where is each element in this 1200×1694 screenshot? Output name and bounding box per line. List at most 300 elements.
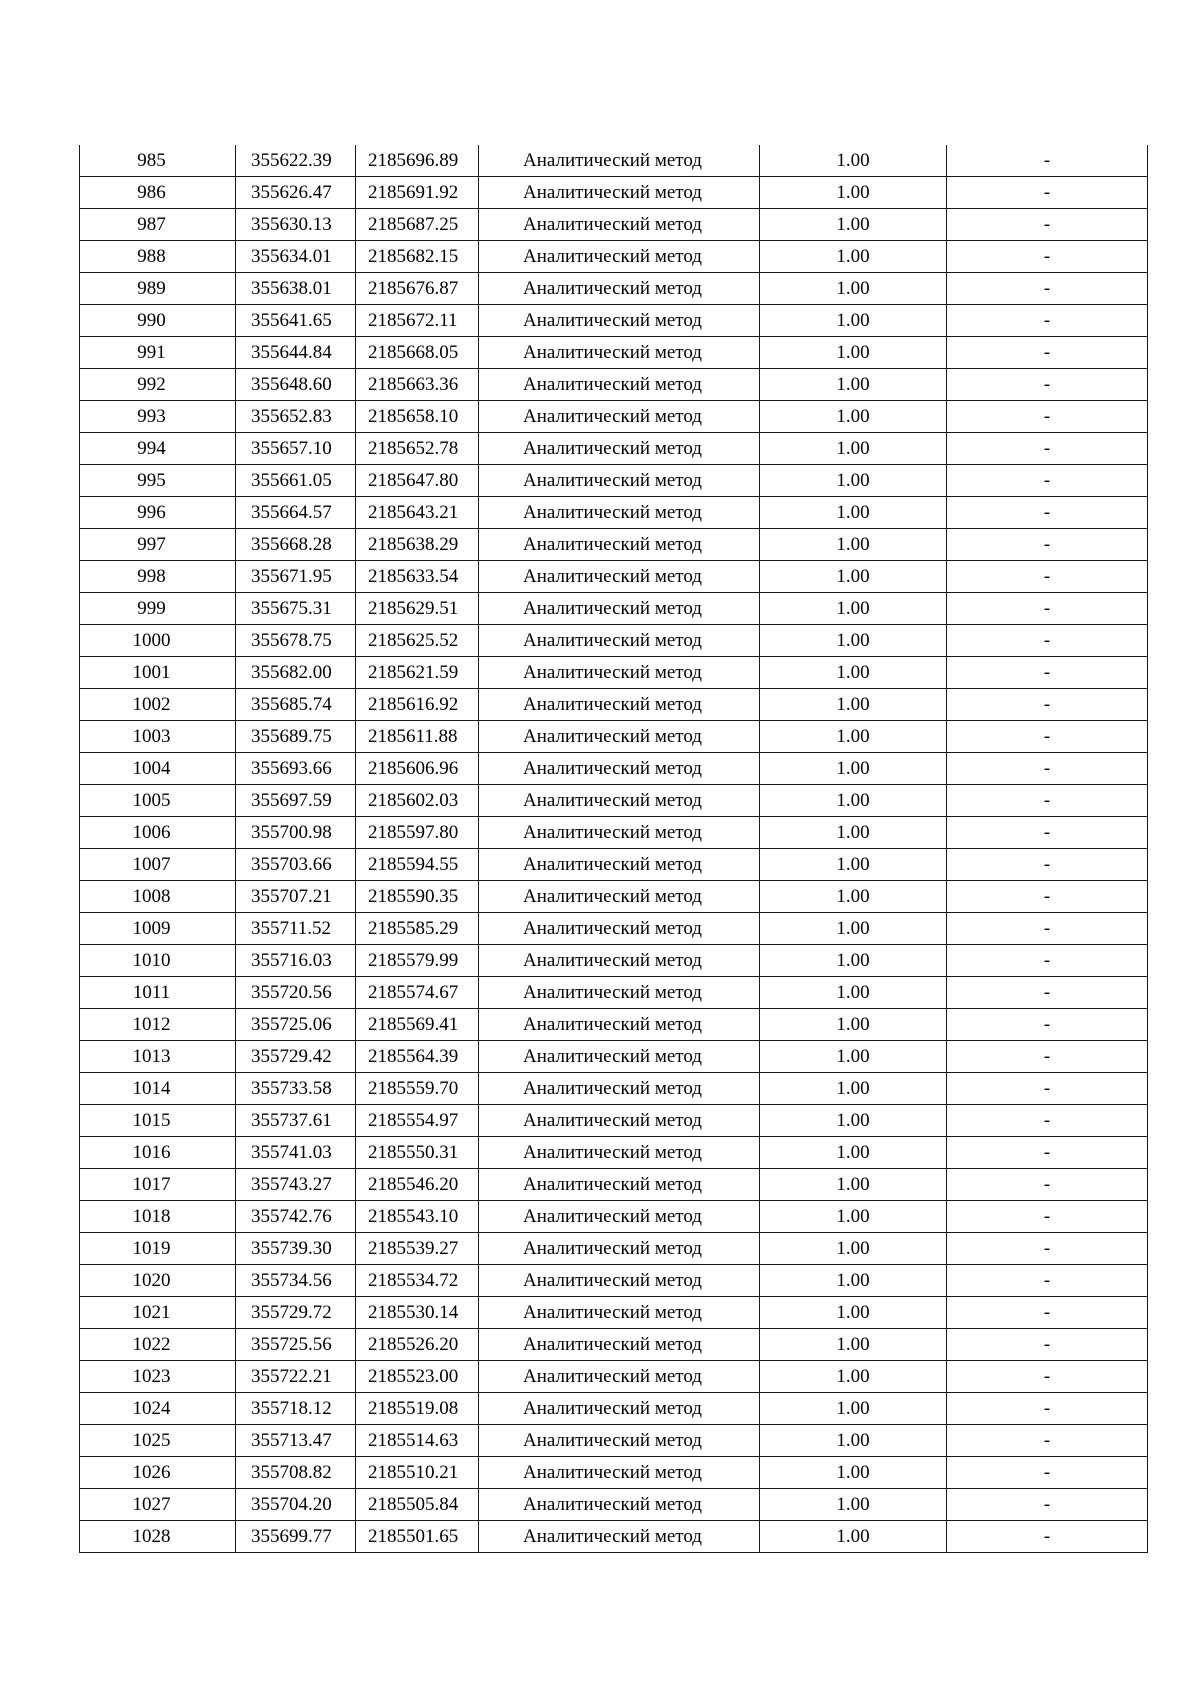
point-number-cell: 995	[80, 465, 236, 497]
accuracy-cell: 1.00	[760, 1137, 947, 1169]
point-number-cell: 985	[80, 145, 236, 177]
method-cell: Аналитический метод	[479, 1009, 760, 1041]
accuracy-cell: 1.00	[760, 721, 947, 753]
point-number-cell: 1022	[80, 1329, 236, 1361]
accuracy-cell: 1.00	[760, 849, 947, 881]
table-row	[80, 753, 1148, 785]
point-number-cell: 989	[80, 273, 236, 305]
accuracy-cell: 1.00	[760, 625, 947, 657]
table-row	[80, 1425, 1148, 1457]
accuracy-cell: 1.00	[760, 593, 947, 625]
point-number-cell: 987	[80, 209, 236, 241]
table-row	[80, 1393, 1148, 1425]
y-coordinate-cell: 2185523.00	[356, 1361, 479, 1393]
point-number-cell: 1003	[80, 721, 236, 753]
point-number-cell: 1024	[80, 1393, 236, 1425]
table-row	[80, 1041, 1148, 1073]
method-cell: Аналитический метод	[479, 273, 760, 305]
x-coordinate-cell: 355722.21	[236, 1361, 356, 1393]
note-cell: -	[947, 369, 1148, 401]
accuracy-cell: 1.00	[760, 1201, 947, 1233]
x-coordinate-cell: 355671.95	[236, 561, 356, 593]
table-row	[80, 1265, 1148, 1297]
point-number-cell: 1025	[80, 1425, 236, 1457]
method-cell: Аналитический метод	[479, 369, 760, 401]
y-coordinate-cell: 2185663.36	[356, 369, 479, 401]
point-number-cell: 1016	[80, 1137, 236, 1169]
y-coordinate-cell: 2185625.52	[356, 625, 479, 657]
accuracy-cell: 1.00	[760, 305, 947, 337]
x-coordinate-cell: 355661.05	[236, 465, 356, 497]
x-coordinate-cell: 355718.12	[236, 1393, 356, 1425]
note-cell: -	[947, 1489, 1148, 1521]
method-cell: Аналитический метод	[479, 337, 760, 369]
method-cell: Аналитический метод	[479, 1329, 760, 1361]
point-number-cell: 1018	[80, 1201, 236, 1233]
table-row	[80, 497, 1148, 529]
point-number-cell: 1017	[80, 1169, 236, 1201]
y-coordinate-cell: 2185597.80	[356, 817, 479, 849]
method-cell: Аналитический метод	[479, 209, 760, 241]
note-cell: -	[947, 657, 1148, 689]
y-coordinate-cell: 2185594.55	[356, 849, 479, 881]
y-coordinate-cell: 2185559.70	[356, 1073, 479, 1105]
table-row	[80, 1233, 1148, 1265]
table-row	[80, 1329, 1148, 1361]
table-row	[80, 1297, 1148, 1329]
y-coordinate-cell: 2185652.78	[356, 433, 479, 465]
y-coordinate-cell: 2185505.84	[356, 1489, 479, 1521]
table-row	[80, 657, 1148, 689]
point-number-cell: 1012	[80, 1009, 236, 1041]
accuracy-cell: 1.00	[760, 1105, 947, 1137]
table-row	[80, 241, 1148, 273]
method-cell: Аналитический метод	[479, 689, 760, 721]
method-cell: Аналитический метод	[479, 1489, 760, 1521]
x-coordinate-cell: 355648.60	[236, 369, 356, 401]
accuracy-cell: 1.00	[760, 1009, 947, 1041]
table-row	[80, 337, 1148, 369]
note-cell: -	[947, 849, 1148, 881]
method-cell: Аналитический метод	[479, 465, 760, 497]
x-coordinate-cell: 355741.03	[236, 1137, 356, 1169]
accuracy-cell: 1.00	[760, 977, 947, 1009]
note-cell: -	[947, 1297, 1148, 1329]
point-number-cell: 988	[80, 241, 236, 273]
note-cell: -	[947, 209, 1148, 241]
method-cell: Аналитический метод	[479, 1521, 760, 1553]
y-coordinate-cell: 2185638.29	[356, 529, 479, 561]
x-coordinate-cell: 355641.65	[236, 305, 356, 337]
note-cell: -	[947, 337, 1148, 369]
table-row	[80, 1009, 1148, 1041]
x-coordinate-cell: 355716.03	[236, 945, 356, 977]
table-row	[80, 1169, 1148, 1201]
y-coordinate-cell: 2185691.92	[356, 177, 479, 209]
accuracy-cell: 1.00	[760, 529, 947, 561]
x-coordinate-cell: 355668.28	[236, 529, 356, 561]
table-row	[80, 433, 1148, 465]
y-coordinate-cell: 2185530.14	[356, 1297, 479, 1329]
method-cell: Аналитический метод	[479, 881, 760, 913]
point-number-cell: 1027	[80, 1489, 236, 1521]
x-coordinate-cell: 355703.66	[236, 849, 356, 881]
accuracy-cell: 1.00	[760, 497, 947, 529]
accuracy-cell: 1.00	[760, 1041, 947, 1073]
method-cell: Аналитический метод	[479, 1169, 760, 1201]
accuracy-cell: 1.00	[760, 369, 947, 401]
x-coordinate-cell: 355742.76	[236, 1201, 356, 1233]
accuracy-cell: 1.00	[760, 1521, 947, 1553]
x-coordinate-cell: 355657.10	[236, 433, 356, 465]
table-row	[80, 1137, 1148, 1169]
point-number-cell: 990	[80, 305, 236, 337]
accuracy-cell: 1.00	[760, 273, 947, 305]
table-row	[80, 689, 1148, 721]
accuracy-cell: 1.00	[760, 1361, 947, 1393]
y-coordinate-cell: 2185585.29	[356, 913, 479, 945]
method-cell: Аналитический метод	[479, 1425, 760, 1457]
note-cell: -	[947, 497, 1148, 529]
coordinates-table	[79, 145, 1148, 1553]
point-number-cell: 1009	[80, 913, 236, 945]
note-cell: -	[947, 945, 1148, 977]
y-coordinate-cell: 2185550.31	[356, 1137, 479, 1169]
method-cell: Аналитический метод	[479, 1457, 760, 1489]
table-row	[80, 1457, 1148, 1489]
table-row	[80, 1105, 1148, 1137]
y-coordinate-cell: 2185564.39	[356, 1041, 479, 1073]
y-coordinate-cell: 2185668.05	[356, 337, 479, 369]
method-cell: Аналитический метод	[479, 849, 760, 881]
table-row	[80, 145, 1148, 177]
table-row	[80, 369, 1148, 401]
point-number-cell: 1011	[80, 977, 236, 1009]
method-cell: Аналитический метод	[479, 657, 760, 689]
note-cell: -	[947, 561, 1148, 593]
accuracy-cell: 1.00	[760, 209, 947, 241]
accuracy-cell: 1.00	[760, 1265, 947, 1297]
y-coordinate-cell: 2185658.10	[356, 401, 479, 433]
accuracy-cell: 1.00	[760, 401, 947, 433]
method-cell: Аналитический метод	[479, 625, 760, 657]
note-cell: -	[947, 625, 1148, 657]
x-coordinate-cell: 355697.59	[236, 785, 356, 817]
y-coordinate-cell: 2185602.03	[356, 785, 479, 817]
accuracy-cell: 1.00	[760, 1425, 947, 1457]
point-number-cell: 1019	[80, 1233, 236, 1265]
note-cell: -	[947, 529, 1148, 561]
x-coordinate-cell: 355652.83	[236, 401, 356, 433]
x-coordinate-cell: 355734.56	[236, 1265, 356, 1297]
point-number-cell: 996	[80, 497, 236, 529]
x-coordinate-cell: 355729.72	[236, 1297, 356, 1329]
accuracy-cell: 1.00	[760, 1457, 947, 1489]
x-coordinate-cell: 355700.98	[236, 817, 356, 849]
accuracy-cell: 1.00	[760, 1489, 947, 1521]
y-coordinate-cell: 2185519.08	[356, 1393, 479, 1425]
table-row	[80, 785, 1148, 817]
accuracy-cell: 1.00	[760, 241, 947, 273]
method-cell: Аналитический метод	[479, 241, 760, 273]
y-coordinate-cell: 2185647.80	[356, 465, 479, 497]
table-row	[80, 593, 1148, 625]
note-cell: -	[947, 689, 1148, 721]
y-coordinate-cell: 2185682.15	[356, 241, 479, 273]
table-row	[80, 209, 1148, 241]
point-number-cell: 986	[80, 177, 236, 209]
point-number-cell: 998	[80, 561, 236, 593]
point-number-cell: 1005	[80, 785, 236, 817]
y-coordinate-cell: 2185569.41	[356, 1009, 479, 1041]
accuracy-cell: 1.00	[760, 177, 947, 209]
accuracy-cell: 1.00	[760, 337, 947, 369]
note-cell: -	[947, 1393, 1148, 1425]
accuracy-cell: 1.00	[760, 1393, 947, 1425]
y-coordinate-cell: 2185514.63	[356, 1425, 479, 1457]
x-coordinate-cell: 355733.58	[236, 1073, 356, 1105]
method-cell: Аналитический метод	[479, 1105, 760, 1137]
accuracy-cell: 1.00	[760, 145, 947, 177]
point-number-cell: 1007	[80, 849, 236, 881]
table-row	[80, 849, 1148, 881]
x-coordinate-cell: 355644.84	[236, 337, 356, 369]
y-coordinate-cell: 2185590.35	[356, 881, 479, 913]
accuracy-cell: 1.00	[760, 1233, 947, 1265]
point-number-cell: 993	[80, 401, 236, 433]
x-coordinate-cell: 355678.75	[236, 625, 356, 657]
point-number-cell: 1014	[80, 1073, 236, 1105]
accuracy-cell: 1.00	[760, 881, 947, 913]
note-cell: -	[947, 1201, 1148, 1233]
x-coordinate-cell: 355725.06	[236, 1009, 356, 1041]
y-coordinate-cell: 2185606.96	[356, 753, 479, 785]
method-cell: Аналитический метод	[479, 721, 760, 753]
method-cell: Аналитический метод	[479, 913, 760, 945]
y-coordinate-cell: 2185543.10	[356, 1201, 479, 1233]
x-coordinate-cell: 355743.27	[236, 1169, 356, 1201]
x-coordinate-cell: 355630.13	[236, 209, 356, 241]
method-cell: Аналитический метод	[479, 817, 760, 849]
point-number-cell: 1021	[80, 1297, 236, 1329]
y-coordinate-cell: 2185539.27	[356, 1233, 479, 1265]
note-cell: -	[947, 1041, 1148, 1073]
note-cell: -	[947, 1233, 1148, 1265]
x-coordinate-cell: 355689.75	[236, 721, 356, 753]
accuracy-cell: 1.00	[760, 561, 947, 593]
y-coordinate-cell: 2185546.20	[356, 1169, 479, 1201]
note-cell: -	[947, 305, 1148, 337]
y-coordinate-cell: 2185643.21	[356, 497, 479, 529]
method-cell: Аналитический метод	[479, 177, 760, 209]
note-cell: -	[947, 1425, 1148, 1457]
accuracy-cell: 1.00	[760, 913, 947, 945]
point-number-cell: 999	[80, 593, 236, 625]
table-row	[80, 273, 1148, 305]
point-number-cell: 1002	[80, 689, 236, 721]
point-number-cell: 1026	[80, 1457, 236, 1489]
method-cell: Аналитический метод	[479, 529, 760, 561]
note-cell: -	[947, 433, 1148, 465]
accuracy-cell: 1.00	[760, 753, 947, 785]
x-coordinate-cell: 355708.82	[236, 1457, 356, 1489]
accuracy-cell: 1.00	[760, 689, 947, 721]
x-coordinate-cell: 355707.21	[236, 881, 356, 913]
y-coordinate-cell: 2185510.21	[356, 1457, 479, 1489]
table-row	[80, 1521, 1148, 1553]
accuracy-cell: 1.00	[760, 785, 947, 817]
point-number-cell: 1013	[80, 1041, 236, 1073]
table-row	[80, 465, 1148, 497]
note-cell: -	[947, 977, 1148, 1009]
accuracy-cell: 1.00	[760, 465, 947, 497]
table-row	[80, 1361, 1148, 1393]
x-coordinate-cell: 355739.30	[236, 1233, 356, 1265]
y-coordinate-cell: 2185629.51	[356, 593, 479, 625]
method-cell: Аналитический метод	[479, 1201, 760, 1233]
point-number-cell: 997	[80, 529, 236, 561]
note-cell: -	[947, 913, 1148, 945]
note-cell: -	[947, 1361, 1148, 1393]
method-cell: Аналитический метод	[479, 1393, 760, 1425]
y-coordinate-cell: 2185621.59	[356, 657, 479, 689]
note-cell: -	[947, 721, 1148, 753]
method-cell: Аналитический метод	[479, 433, 760, 465]
note-cell: -	[947, 465, 1148, 497]
method-cell: Аналитический метод	[479, 497, 760, 529]
note-cell: -	[947, 145, 1148, 177]
note-cell: -	[947, 401, 1148, 433]
note-cell: -	[947, 1009, 1148, 1041]
point-number-cell: 1028	[80, 1521, 236, 1553]
accuracy-cell: 1.00	[760, 1329, 947, 1361]
y-coordinate-cell: 2185554.97	[356, 1105, 479, 1137]
accuracy-cell: 1.00	[760, 817, 947, 849]
x-coordinate-cell: 355664.57	[236, 497, 356, 529]
note-cell: -	[947, 881, 1148, 913]
point-number-cell: 994	[80, 433, 236, 465]
point-number-cell: 1008	[80, 881, 236, 913]
x-coordinate-cell: 355711.52	[236, 913, 356, 945]
note-cell: -	[947, 1137, 1148, 1169]
table-row	[80, 529, 1148, 561]
method-cell: Аналитический метод	[479, 945, 760, 977]
note-cell: -	[947, 241, 1148, 273]
x-coordinate-cell: 355634.01	[236, 241, 356, 273]
x-coordinate-cell: 355737.61	[236, 1105, 356, 1137]
method-cell: Аналитический метод	[479, 593, 760, 625]
method-cell: Аналитический метод	[479, 145, 760, 177]
point-number-cell: 1004	[80, 753, 236, 785]
note-cell: -	[947, 785, 1148, 817]
method-cell: Аналитический метод	[479, 305, 760, 337]
y-coordinate-cell: 2185501.65	[356, 1521, 479, 1553]
method-cell: Аналитический метод	[479, 1265, 760, 1297]
method-cell: Аналитический метод	[479, 1137, 760, 1169]
table-row	[80, 945, 1148, 977]
y-coordinate-cell: 2185574.67	[356, 977, 479, 1009]
point-number-cell: 1001	[80, 657, 236, 689]
note-cell: -	[947, 817, 1148, 849]
y-coordinate-cell: 2185672.11	[356, 305, 479, 337]
point-number-cell: 1023	[80, 1361, 236, 1393]
x-coordinate-cell: 355622.39	[236, 145, 356, 177]
note-cell: -	[947, 753, 1148, 785]
method-cell: Аналитический метод	[479, 1041, 760, 1073]
x-coordinate-cell: 355675.31	[236, 593, 356, 625]
point-number-cell: 1006	[80, 817, 236, 849]
y-coordinate-cell: 2185687.25	[356, 209, 479, 241]
table-row	[80, 1201, 1148, 1233]
point-number-cell: 991	[80, 337, 236, 369]
x-coordinate-cell: 355713.47	[236, 1425, 356, 1457]
method-cell: Аналитический метод	[479, 785, 760, 817]
y-coordinate-cell: 2185616.92	[356, 689, 479, 721]
table-row	[80, 881, 1148, 913]
method-cell: Аналитический метод	[479, 1073, 760, 1105]
note-cell: -	[947, 1521, 1148, 1553]
x-coordinate-cell: 355638.01	[236, 273, 356, 305]
x-coordinate-cell: 355729.42	[236, 1041, 356, 1073]
table-row	[80, 977, 1148, 1009]
point-number-cell: 1010	[80, 945, 236, 977]
y-coordinate-cell: 2185534.72	[356, 1265, 479, 1297]
x-coordinate-cell: 355685.74	[236, 689, 356, 721]
method-cell: Аналитический метод	[479, 1361, 760, 1393]
note-cell: -	[947, 1329, 1148, 1361]
note-cell: -	[947, 1073, 1148, 1105]
accuracy-cell: 1.00	[760, 1073, 947, 1105]
x-coordinate-cell: 355720.56	[236, 977, 356, 1009]
table-row	[80, 625, 1148, 657]
accuracy-cell: 1.00	[760, 657, 947, 689]
method-cell: Аналитический метод	[479, 1233, 760, 1265]
accuracy-cell: 1.00	[760, 1169, 947, 1201]
table-row	[80, 305, 1148, 337]
note-cell: -	[947, 177, 1148, 209]
y-coordinate-cell: 2185696.89	[356, 145, 479, 177]
x-coordinate-cell: 355693.66	[236, 753, 356, 785]
method-cell: Аналитический метод	[479, 1297, 760, 1329]
method-cell: Аналитический метод	[479, 561, 760, 593]
note-cell: -	[947, 593, 1148, 625]
method-cell: Аналитический метод	[479, 401, 760, 433]
coordinates-table-body	[80, 145, 1148, 1553]
y-coordinate-cell: 2185676.87	[356, 273, 479, 305]
note-cell: -	[947, 1169, 1148, 1201]
note-cell: -	[947, 1105, 1148, 1137]
x-coordinate-cell: 355704.20	[236, 1489, 356, 1521]
y-coordinate-cell: 2185579.99	[356, 945, 479, 977]
x-coordinate-cell: 355725.56	[236, 1329, 356, 1361]
point-number-cell: 992	[80, 369, 236, 401]
table-row	[80, 177, 1148, 209]
method-cell: Аналитический метод	[479, 977, 760, 1009]
note-cell: -	[947, 273, 1148, 305]
table-row	[80, 1073, 1148, 1105]
x-coordinate-cell: 355699.77	[236, 1521, 356, 1553]
y-coordinate-cell: 2185633.54	[356, 561, 479, 593]
note-cell: -	[947, 1457, 1148, 1489]
x-coordinate-cell: 355626.47	[236, 177, 356, 209]
y-coordinate-cell: 2185526.20	[356, 1329, 479, 1361]
point-number-cell: 1000	[80, 625, 236, 657]
accuracy-cell: 1.00	[760, 433, 947, 465]
accuracy-cell: 1.00	[760, 1297, 947, 1329]
table-row	[80, 817, 1148, 849]
note-cell: -	[947, 1265, 1148, 1297]
table-row	[80, 913, 1148, 945]
